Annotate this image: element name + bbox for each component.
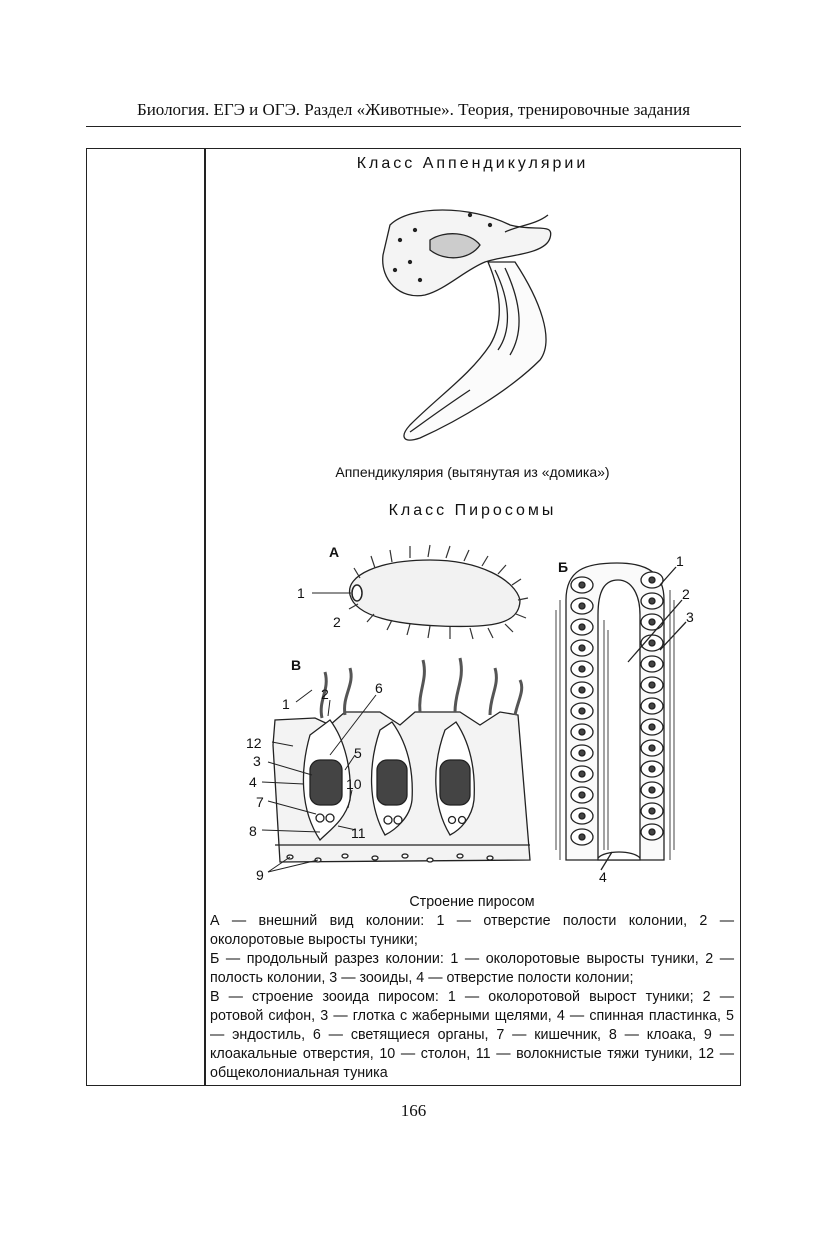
label-V-4: 4 <box>249 774 257 790</box>
zooid-nucleus <box>649 703 655 709</box>
section-title-pyrosoma: Класс Пиросомы <box>388 502 557 519</box>
label-V-9: 9 <box>256 867 264 883</box>
pyrosoma-zooid-structure <box>246 657 530 883</box>
zooid-nucleus <box>649 808 655 814</box>
label-V-11: 11 <box>351 825 366 841</box>
running-header: Биология. ЕГЭ и ОГЭ. Раздел «Животные». Теория, тренировочные задания <box>136 100 691 119</box>
zooid-nucleus <box>649 745 655 751</box>
zooid-nucleus <box>649 598 655 604</box>
label-B-2: 2 <box>682 586 690 602</box>
figure-legend <box>210 893 734 1083</box>
zooid-nucleus <box>579 834 585 840</box>
pyrosoma-longitudinal-section <box>556 553 694 885</box>
zooid-nucleus <box>649 766 655 772</box>
zooid-nucleus <box>579 687 585 693</box>
label-B-3: 3 <box>686 609 694 625</box>
label-A: А <box>329 544 340 560</box>
zooid-nucleus <box>649 640 655 646</box>
section-title-appendicularia: Класс Аппендикулярии <box>356 155 589 172</box>
zooid-nucleus <box>649 787 655 793</box>
zooid-nucleus <box>579 750 585 756</box>
zooid-nucleus <box>579 729 585 735</box>
label-A-2: 2 <box>333 614 341 630</box>
label-V-3: 3 <box>253 753 261 769</box>
legend-line-A: А — внешний вид колонии: 1 — отверстие полости колонии, 2 — околоротовые выросты туники; <box>210 913 734 948</box>
legend-line-V: В — строение зооида пиросом: 1 — околоротовой вырост туники; 2 — ротовой сифон, 3 — глотка с жаберными щелями, 4 — спинная пластинка, 5 — эндостиль, 6 — светящиеся органы, 7 — кишечник, 8 — клоака, 9 — клоакальные отверстия, 10 — столон, 11 — волокнистые тяжи туники, 12 — общеколониальная туника <box>210 989 734 1081</box>
legend-title: Строение пиросом <box>409 894 535 910</box>
zooid-nucleus <box>649 724 655 730</box>
label-V-12: 12 <box>246 735 262 751</box>
zooid-nucleus <box>579 708 585 714</box>
zooid-nucleus <box>579 624 585 630</box>
label-B-1: 1 <box>676 553 684 569</box>
label-V-5: 5 <box>354 745 362 761</box>
label-B-4: 4 <box>599 869 607 885</box>
label-B: Б <box>558 559 569 575</box>
zooid-nucleus <box>579 582 585 588</box>
label-V-2: 2 <box>321 686 329 702</box>
zooid-nucleus <box>579 792 585 798</box>
zooid-nucleus <box>649 619 655 625</box>
zooid-nucleus <box>649 577 655 583</box>
zooid-nucleus <box>579 603 585 609</box>
appendicularia-illustration <box>383 210 551 440</box>
figure-caption-appendicularia: Аппендикулярия (вытянутая из «домика») <box>335 464 610 480</box>
zooid-nucleus <box>649 829 655 835</box>
label-V-8: 8 <box>249 823 257 839</box>
pyrosoma-colony-exterior <box>297 544 528 639</box>
page-number: 166 <box>400 1101 427 1120</box>
zooid-nucleus <box>579 666 585 672</box>
zooid-nucleus <box>579 771 585 777</box>
label-V-1: 1 <box>282 696 290 712</box>
zooid-nucleus <box>649 682 655 688</box>
label-V-10: 10 <box>346 776 362 792</box>
label-A-1: 1 <box>297 585 305 601</box>
zooid-nucleus <box>579 645 585 651</box>
label-V-6: 6 <box>375 680 383 696</box>
label-V: В <box>291 657 302 673</box>
zooid-nucleus <box>649 661 655 667</box>
legend-line-B: Б — продольный разрез колонии: 1 — околоротовые выросты туники, 2 — полость колонии, 3 — зооиды, 4 — отверстие полости колонии; <box>210 951 734 986</box>
zooid-nucleus <box>579 813 585 819</box>
label-V-7: 7 <box>256 794 264 810</box>
